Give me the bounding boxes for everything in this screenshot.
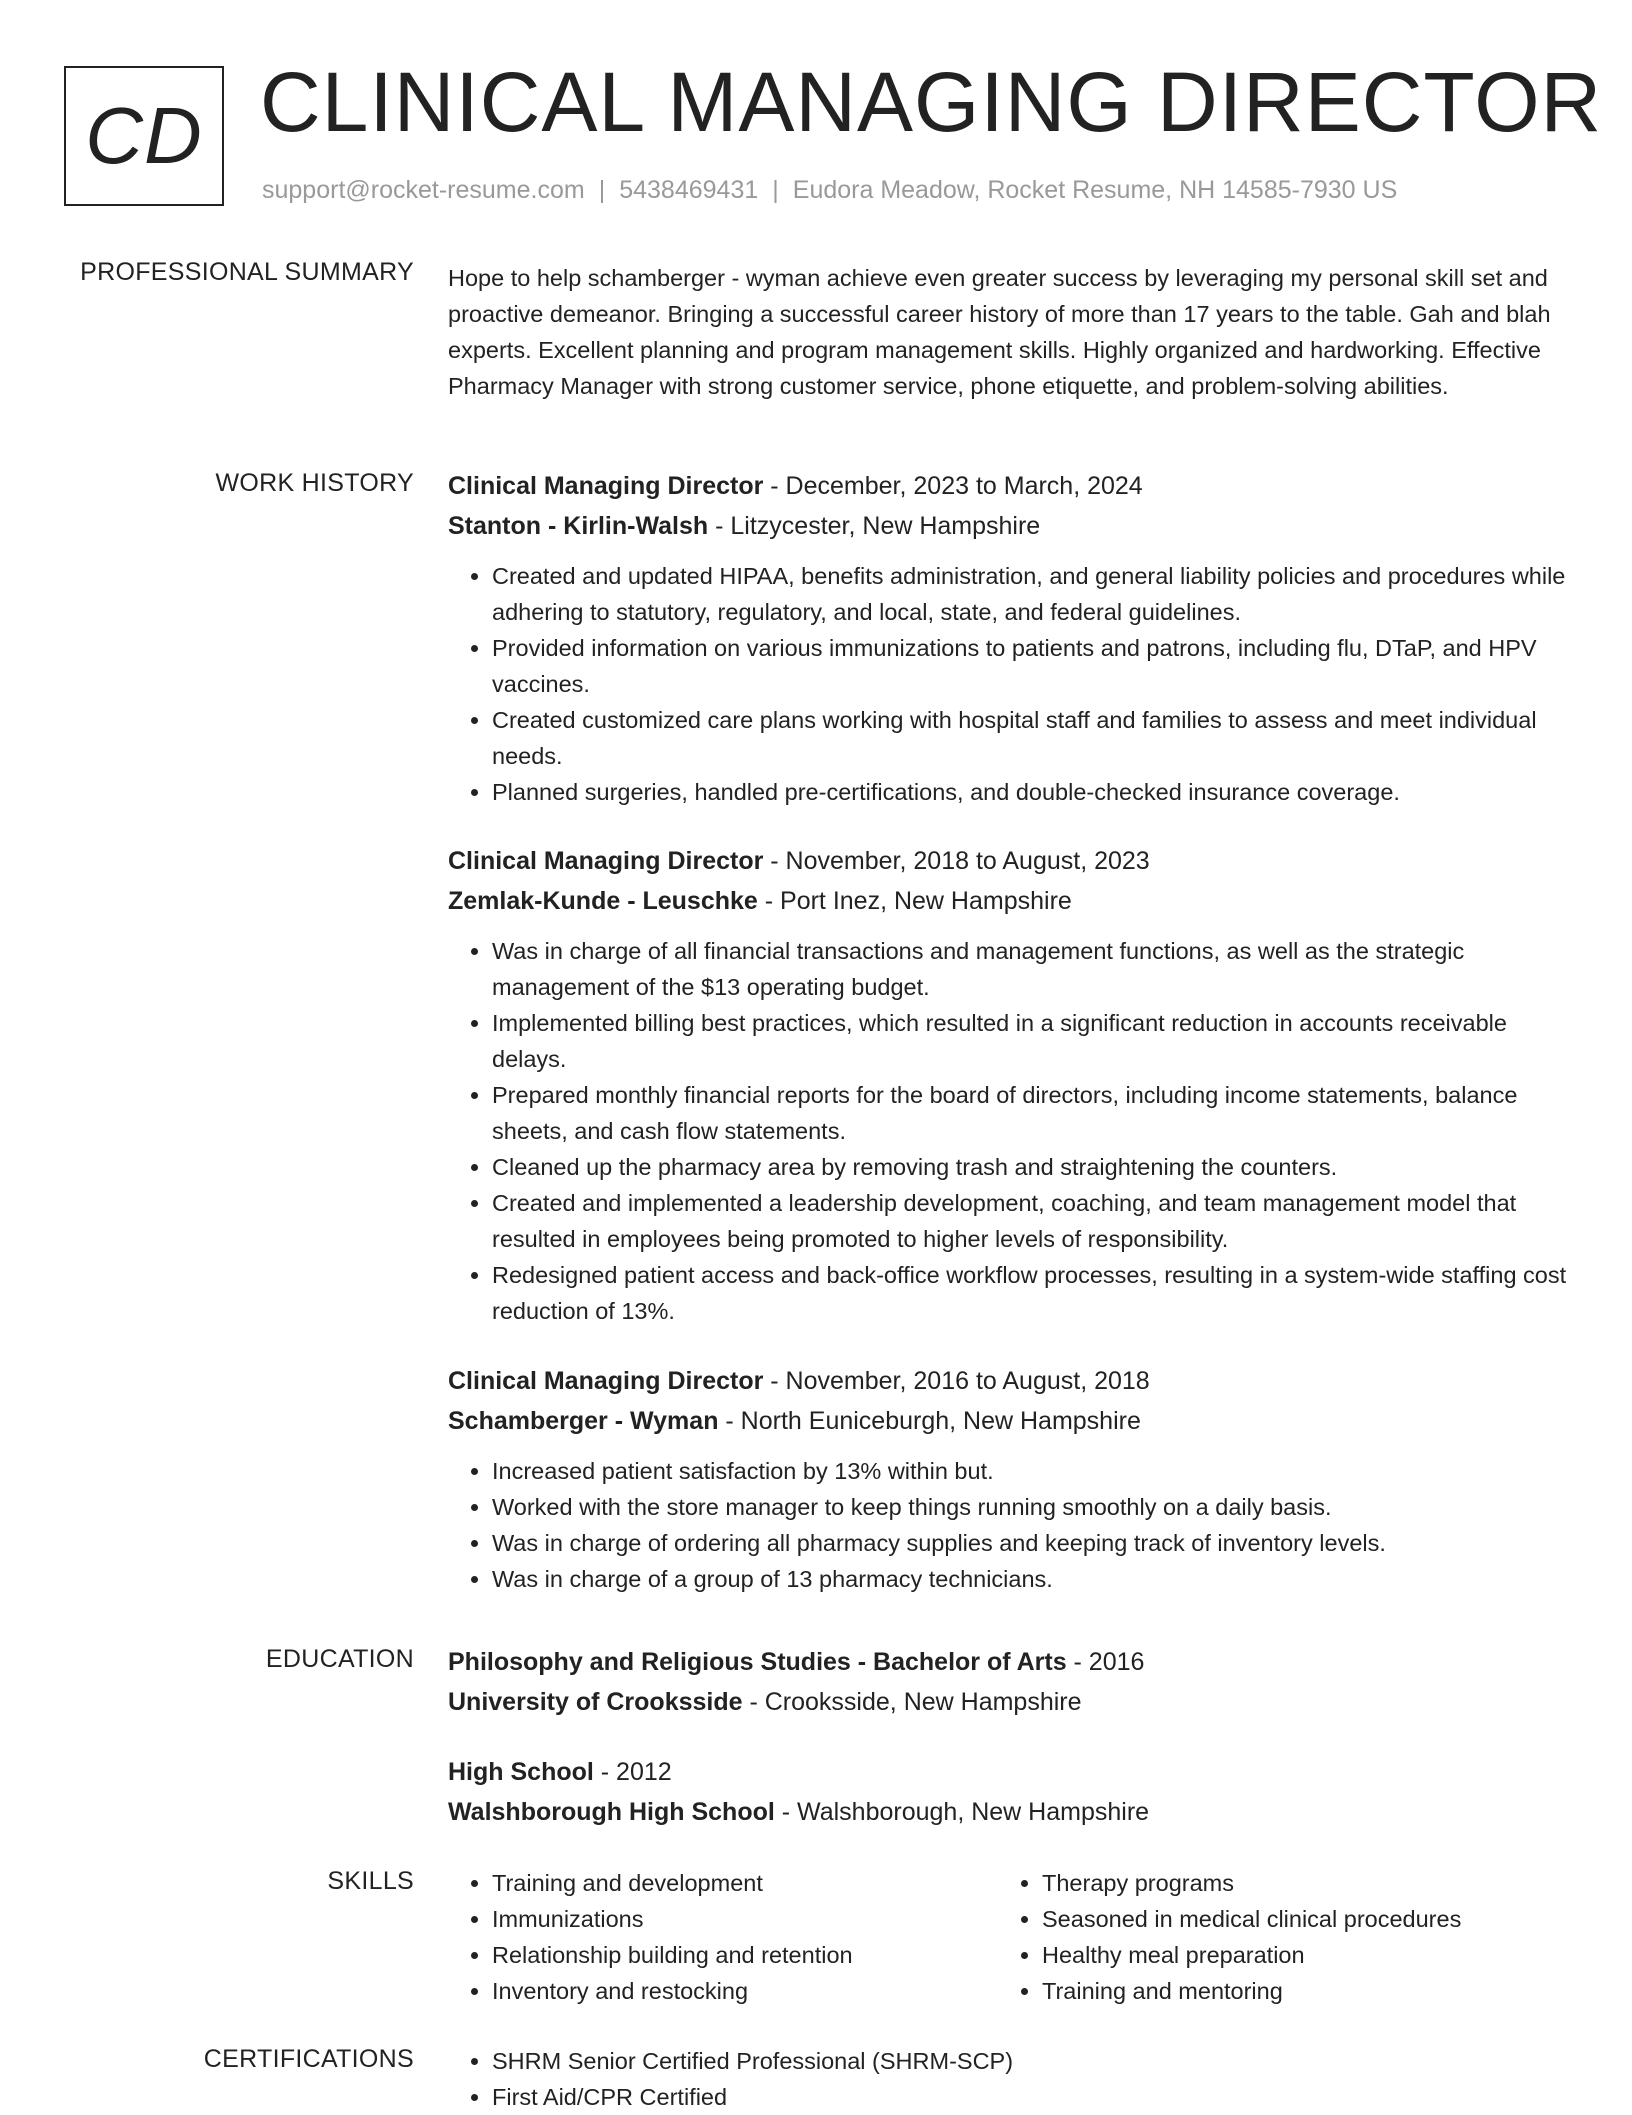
company-name: Zemlak-Kunde - Leuschke bbox=[448, 887, 758, 915]
list-item: • Was in charge of all financial transactions and management functions, as well as the strategic management of the $13 operating budget. bbox=[492, 933, 1568, 1005]
list-item: • Created and implemented a leadership development, coaching, and team management model that resulted in employees being promoted to higher levels of responsibility. bbox=[492, 1185, 1568, 1257]
company-line bbox=[448, 1401, 1568, 1441]
certifications-bullets bbox=[448, 2043, 1568, 2115]
skills-column-right bbox=[998, 1865, 1548, 2009]
list-item: • Created customized care plans working with hospital staff and families to assess and meet individual needs. bbox=[492, 702, 1568, 774]
education-entry bbox=[448, 1752, 1568, 1832]
skill-item: • Therapy programs bbox=[1042, 1865, 1548, 1901]
company-line bbox=[448, 506, 1568, 546]
job-bullets bbox=[448, 933, 1568, 1329]
section-label-education: EDUCATION bbox=[265, 1645, 414, 1673]
list-item: • Worked with the store manager to keep things running smoothly on a daily basis. bbox=[492, 1489, 1568, 1525]
certification-item: • SHRM Senior Certified Professional (SHRM-SCP) bbox=[492, 2043, 1568, 2079]
skills-column-left bbox=[448, 1865, 998, 2009]
contact-line bbox=[262, 176, 1397, 205]
education-entry bbox=[448, 1642, 1568, 1722]
list-item: • Increased patient satisfaction by 13% within but. bbox=[492, 1453, 1568, 1489]
monogram-badge bbox=[64, 66, 224, 206]
resume-title: CLINICAL MANAGING DIRECTOR bbox=[260, 55, 1603, 149]
contact-phone[interactable]: 5438469431 bbox=[619, 176, 759, 204]
contact-separator: | bbox=[772, 176, 779, 204]
list-item: • Implemented billing best practices, which resulted in a significant reduction in accounts receivable delays. bbox=[492, 1005, 1568, 1077]
job-title-line bbox=[448, 841, 1568, 881]
degree-line bbox=[448, 1752, 1568, 1792]
company-name: Stanton - Kirlin-Walsh bbox=[448, 512, 709, 540]
list-item: • Was in charge of ordering all pharmacy supplies and keeping track of inventory levels. bbox=[492, 1525, 1568, 1561]
company-location: - North Euniceburgh, New Hampshire bbox=[718, 1407, 1141, 1435]
certification-item: • First Aid/CPR Certified bbox=[492, 2079, 1568, 2115]
school-name: University of Crooksside bbox=[448, 1688, 743, 1716]
list-item: • Created and updated HIPAA, benefits administration, and general liability policies and procedures while adhering to statutory, regulatory, and local, state, and federal guidelines. bbox=[492, 558, 1568, 630]
skill-item: • Seasoned in medical clinical procedures bbox=[1042, 1901, 1548, 1937]
school-location: - Walshborough, New Hampshire bbox=[774, 1798, 1150, 1826]
contact-separator: | bbox=[598, 176, 606, 204]
skill-item: • Relationship building and retention bbox=[492, 1937, 998, 1973]
job-bullets bbox=[448, 1453, 1568, 1597]
job-dates: - November, 2016 to August, 2018 bbox=[763, 1367, 1150, 1395]
list-item: • Was in charge of a group of 13 pharmacy technicians. bbox=[492, 1561, 1568, 1597]
degree-name: High School bbox=[448, 1758, 594, 1786]
degree-year: - 2012 bbox=[593, 1758, 672, 1786]
degree-line bbox=[448, 1642, 1568, 1682]
list-item: • Planned surgeries, handled pre-certifications, and double-checked insurance coverage. bbox=[492, 774, 1568, 810]
skills-list bbox=[448, 1865, 1568, 2009]
school-line bbox=[448, 1682, 1568, 1722]
list-item: • Cleaned up the pharmacy area by removing trash and straightening the counters. bbox=[492, 1149, 1568, 1185]
monogram-initials: CD bbox=[85, 91, 203, 180]
work-entry bbox=[448, 466, 1568, 810]
school-line bbox=[448, 1792, 1568, 1832]
job-bullets bbox=[448, 558, 1568, 810]
section-label-summary: PROFESSIONAL SUMMARY bbox=[80, 258, 414, 286]
section-label-work-history: WORK HISTORY bbox=[215, 469, 414, 497]
job-title-line bbox=[448, 466, 1568, 506]
degree-year: - 2016 bbox=[1066, 1648, 1145, 1676]
company-location: - Port Inez, New Hampshire bbox=[757, 887, 1072, 915]
certifications-list bbox=[448, 2043, 1568, 2115]
job-title: Clinical Managing Director bbox=[448, 1367, 764, 1395]
work-entry bbox=[448, 1361, 1568, 1597]
school-name: Walshborough High School bbox=[448, 1798, 775, 1826]
contact-email[interactable]: support@rocket-resume.com bbox=[262, 176, 585, 204]
section-label-skills: SKILLS bbox=[327, 1867, 414, 1895]
summary-text: Hope to help schamberger - wyman achieve even greater success by leveraging my personal skill set and proactive demeanor. Bringing a successful career history of more than 17 years to the table. Gah and blah experts. Excellent planning and program management skills. Highly organized and hardworking. Effective Pharmacy Manager with strong customer service, phone etiquette, and problem-solving abilities. bbox=[448, 265, 1551, 399]
list-item: • Prepared monthly financial reports for the board of directors, including income statements, balance sheets, and cash flow statements. bbox=[492, 1077, 1568, 1149]
company-name: Schamberger - Wyman bbox=[448, 1407, 719, 1435]
section-label-certifications: CERTIFICATIONS bbox=[203, 2045, 414, 2073]
skill-item: • Inventory and restocking bbox=[492, 1973, 998, 2009]
job-dates: - December, 2023 to March, 2024 bbox=[763, 472, 1143, 500]
skill-item: • Immunizations bbox=[492, 1901, 998, 1937]
skill-item: • Training and mentoring bbox=[1042, 1973, 1548, 2009]
job-title: Clinical Managing Director bbox=[448, 472, 764, 500]
job-title: Clinical Managing Director bbox=[448, 847, 764, 875]
work-entry bbox=[448, 841, 1568, 1329]
skill-item: • Training and development bbox=[492, 1865, 998, 1901]
list-item: • Redesigned patient access and back-office workflow processes, resulting in a system-wide staffing cost reduction of 13%. bbox=[492, 1257, 1568, 1329]
list-item: • Provided information on various immunizations to patients and patrons, including flu, DTaP, and HPV vaccines. bbox=[492, 630, 1568, 702]
job-dates: - November, 2018 to August, 2023 bbox=[763, 847, 1150, 875]
skill-item: • Healthy meal preparation bbox=[1042, 1937, 1548, 1973]
company-line bbox=[448, 881, 1568, 921]
job-title-line bbox=[448, 1361, 1568, 1401]
school-location: - Crooksside, New Hampshire bbox=[742, 1688, 1082, 1716]
company-location: - Litzycester, New Hampshire bbox=[708, 512, 1041, 540]
contact-address: Eudora Meadow, Rocket Resume, NH 14585-7930 US bbox=[792, 176, 1398, 204]
degree-name: Philosophy and Religious Studies - Bachelor of Arts bbox=[448, 1648, 1067, 1676]
